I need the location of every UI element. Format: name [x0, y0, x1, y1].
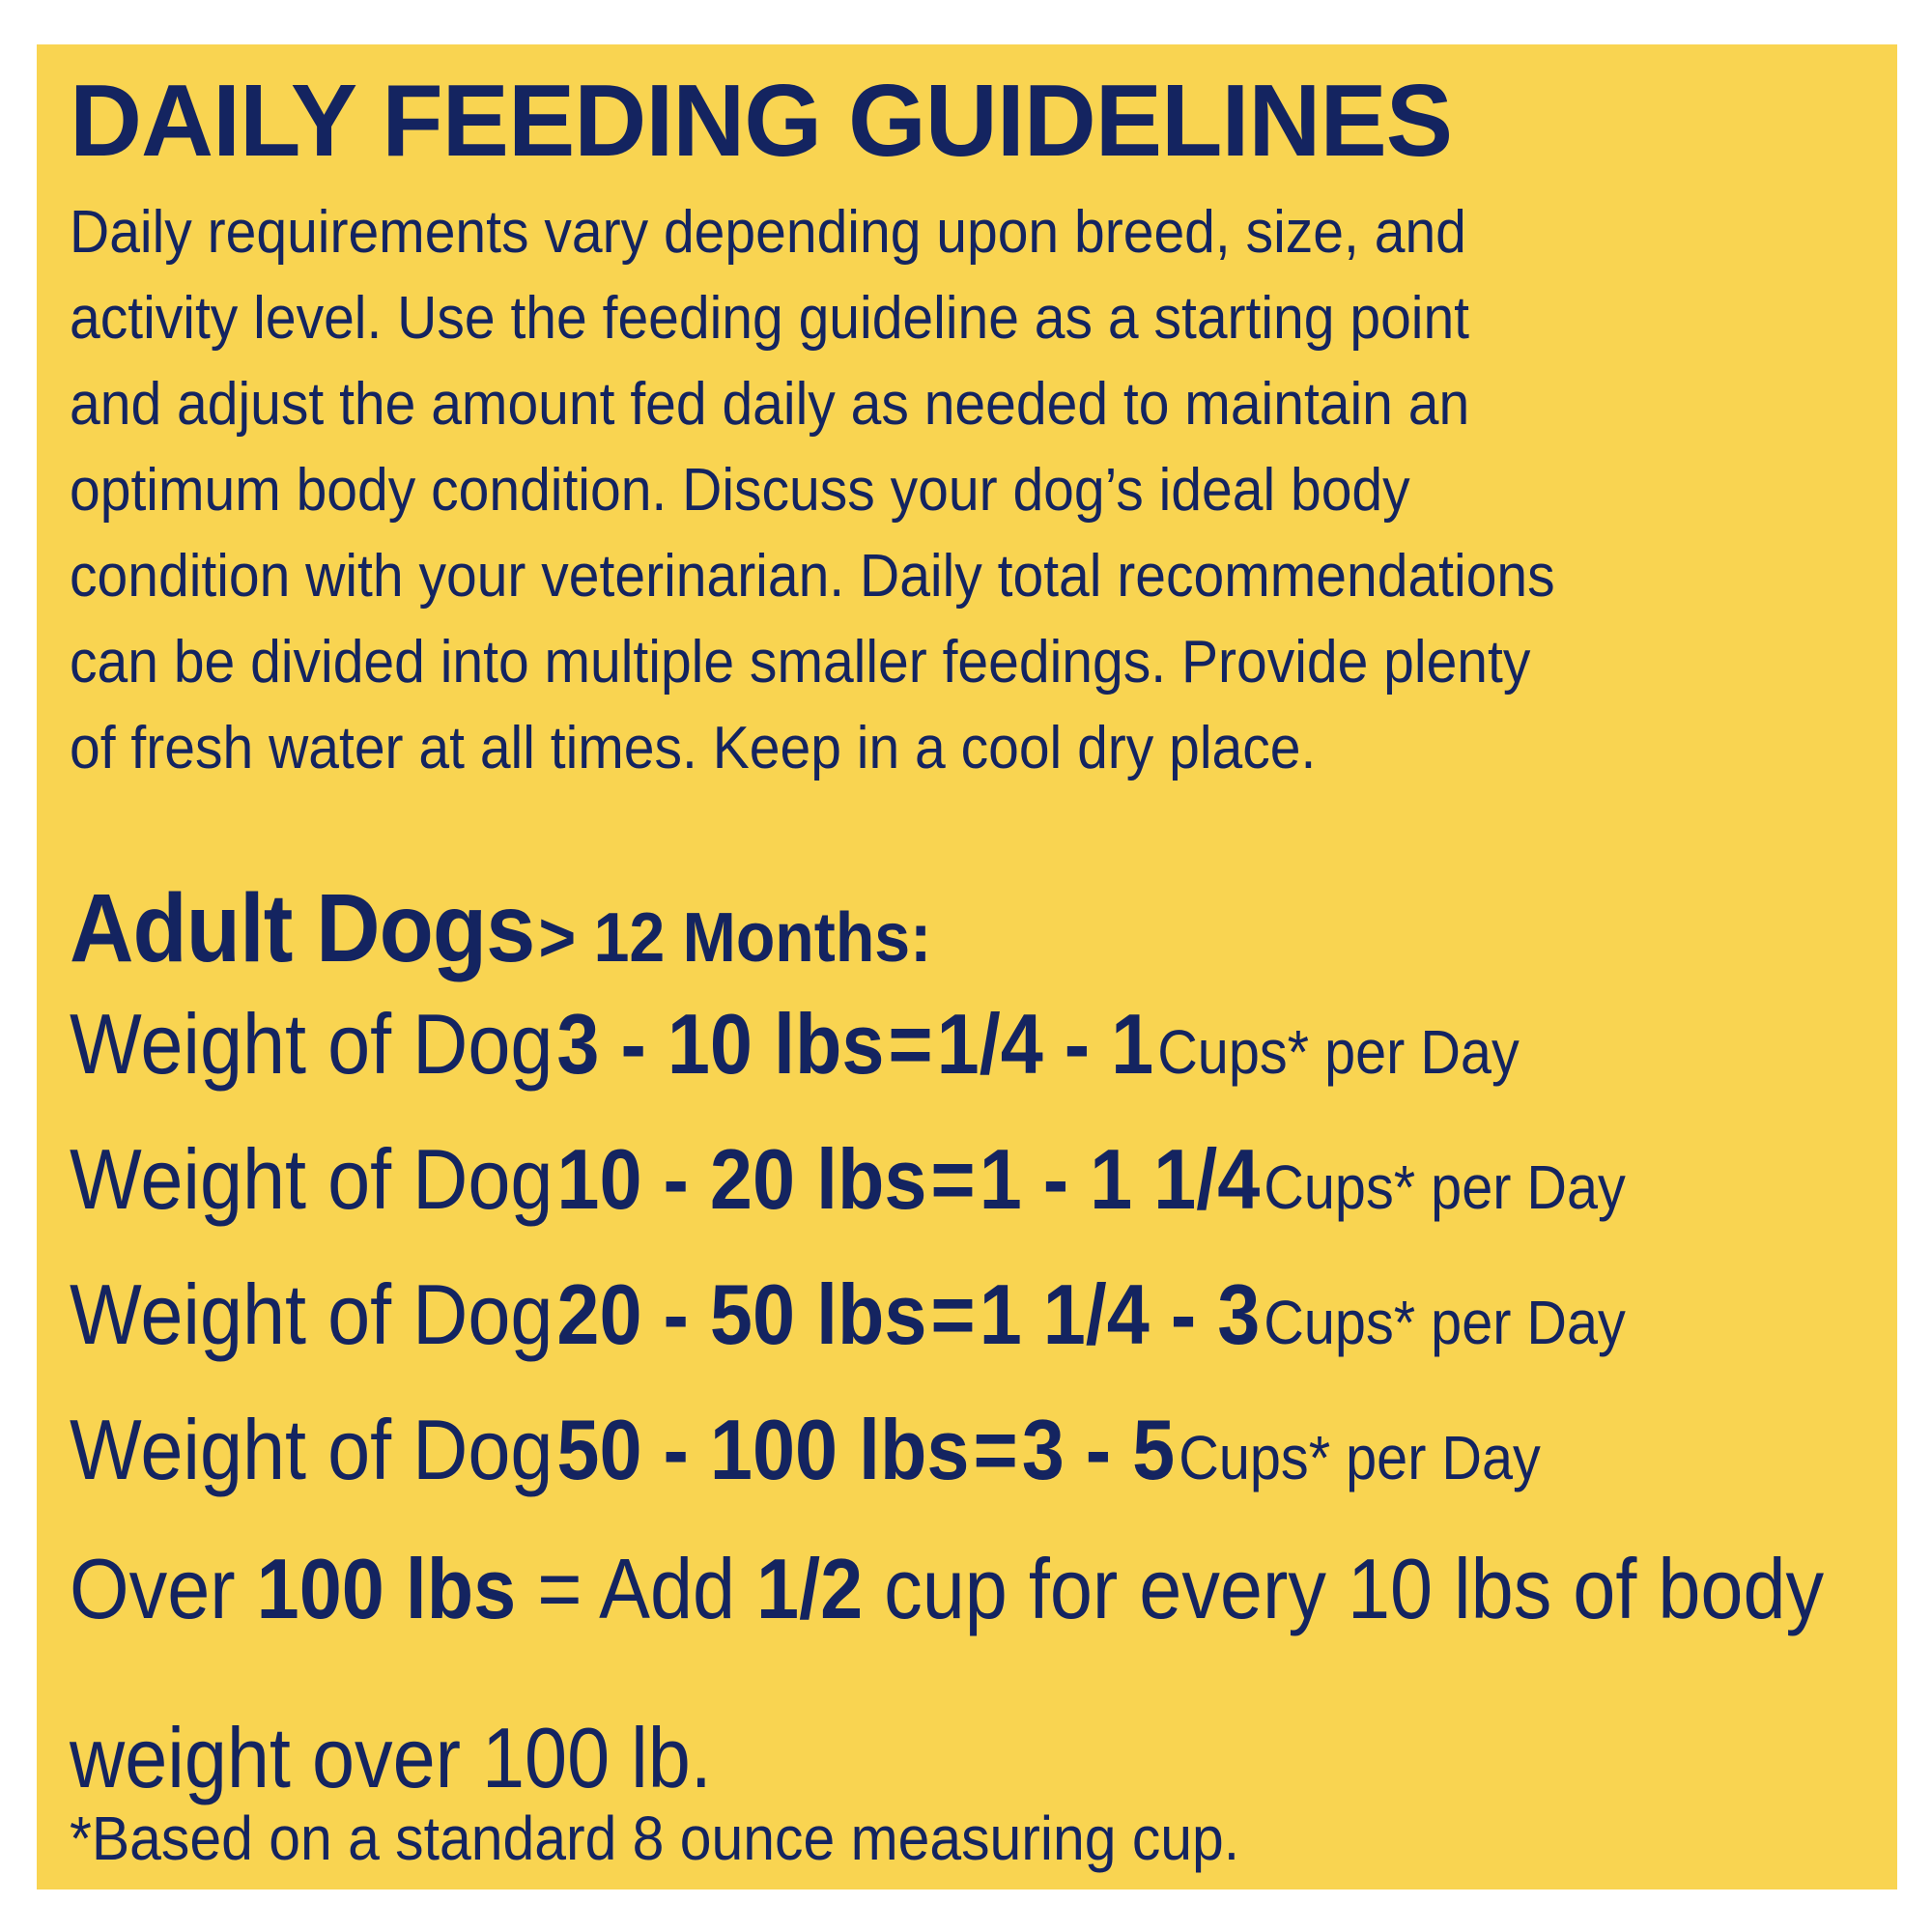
- feeding-row: [70, 1252, 1626, 1403]
- row-lead: Weight of Dog: [70, 996, 554, 1092]
- row-weight: 3 - 10 lbs: [556, 996, 885, 1092]
- row-unit: Cups* per Day: [1264, 1152, 1626, 1222]
- row-lead: Weight of Dog: [70, 1266, 554, 1362]
- section-heading-main: Adult Dogs: [70, 874, 535, 982]
- row-equals: =: [930, 1131, 976, 1227]
- intro-line: Daily requirements vary depending upon breed, size, and: [70, 199, 1466, 266]
- row-weight: 10 - 20 lbs: [556, 1131, 927, 1227]
- row-equals: =: [930, 1266, 976, 1362]
- row-unit: Cups* per Day: [1179, 1423, 1541, 1492]
- row-amount: 3 - 5: [1021, 1402, 1176, 1497]
- over-tail: cup for every 10 lbs of body: [884, 1541, 1825, 1636]
- row-amount: 1 - 1 1/4: [979, 1131, 1261, 1227]
- row-unit: Cups* per Day: [1157, 1017, 1520, 1087]
- intro-line: can be divided into multiple smaller feedings. Provide plenty: [70, 629, 1531, 696]
- over-100-line-2: weight over 100 lb.: [70, 1710, 712, 1805]
- over-amount: 1/2: [756, 1541, 864, 1636]
- feeding-row: [70, 981, 1520, 1132]
- over-100-line: [70, 1526, 1824, 1652]
- row-weight: 50 - 100 lbs: [556, 1402, 970, 1497]
- intro-line: activity level. Use the feeding guideline as a starting point: [70, 285, 1470, 352]
- row-lead: Weight of Dog: [70, 1131, 554, 1227]
- row-lead: Weight of Dog: [70, 1402, 554, 1497]
- intro-paragraph: [70, 189, 1866, 791]
- intro-line: optimum body condition. Discuss your dog’s ideal body: [70, 457, 1410, 524]
- page-title: DAILY FEEDING GUIDELINES: [70, 64, 1453, 178]
- feeding-guidelines-panel: [37, 44, 1897, 1889]
- intro-line: of fresh water at all times. Keep in a cool dry place.: [70, 715, 1317, 781]
- row-equals: =: [973, 1402, 1018, 1497]
- row-unit: Cups* per Day: [1264, 1288, 1626, 1357]
- feeding-row: [70, 1117, 1626, 1267]
- over-mid: = Add: [537, 1541, 736, 1636]
- row-amount: 1 1/4 - 3: [979, 1266, 1261, 1362]
- intro-line: condition with your veterinarian. Daily total recommendations: [70, 543, 1555, 610]
- row-equals: =: [888, 996, 933, 1092]
- over-weight: 100 lbs: [256, 1541, 517, 1636]
- row-amount: 1/4 - 1: [936, 996, 1154, 1092]
- over-lead: Over: [70, 1541, 236, 1636]
- row-weight: 20 - 50 lbs: [556, 1266, 927, 1362]
- feeding-row: [70, 1387, 1541, 1538]
- intro-line: and adjust the amount fed daily as needed to maintain an: [70, 371, 1470, 438]
- section-heading-sub: > 12 Months:: [538, 899, 932, 977]
- footnote: *Based on a standard 8 ounce measuring cup.: [70, 1804, 1240, 1873]
